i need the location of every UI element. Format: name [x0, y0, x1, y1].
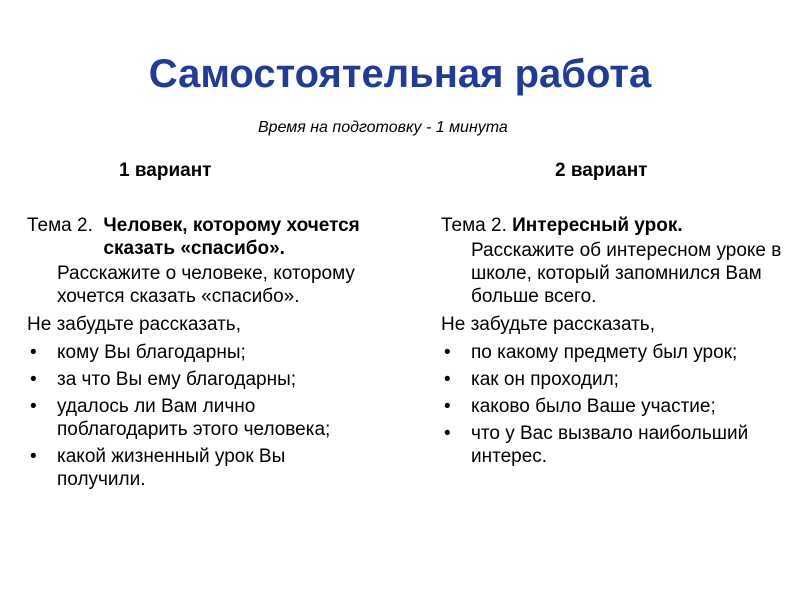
- prep-time-note: Время на подготовку - 1 минута: [258, 119, 508, 136]
- list-item: • кому Вы благодарны;: [27, 341, 367, 364]
- variant-1-column: [27, 214, 367, 495]
- remember-label: Не забудьте рассказать,: [441, 314, 655, 335]
- variant-1-list: [27, 341, 367, 491]
- list-item: • что у Вас вызвало наибольший интерес.: [441, 422, 786, 468]
- list-item: • как он проходил;: [441, 368, 786, 391]
- topic-description: Расскажите об интересном уроке в школе, который запомнился Вам больше всего.: [471, 240, 782, 307]
- page-title: Самостоятельная работа: [148, 52, 652, 96]
- list-item: • за что Вы ему благодарны;: [27, 368, 367, 391]
- topic-prefix: Тема 2.: [27, 215, 104, 236]
- remember-label: Не забудьте рассказать,: [27, 314, 241, 335]
- list-item: • каково было Ваше участие;: [441, 395, 786, 418]
- variant-2-list: [441, 341, 786, 468]
- variant-2-column: [441, 214, 786, 472]
- topic-prefix: Тема 2.: [441, 215, 513, 236]
- list-item: • по какому предмету был урок;: [441, 341, 786, 364]
- topic-description: Расскажите о человеке, которому хочется сказать «спасибо».: [57, 263, 355, 307]
- list-item: • какой жизненный урок Вы получили.: [27, 445, 367, 491]
- variant-1-topic: [27, 214, 367, 260]
- variant-1-heading: 1 вариант: [119, 160, 212, 181]
- variant-2-heading: 2 вариант: [555, 160, 648, 181]
- variant-2-topic: [441, 214, 786, 237]
- topic-name: Человек, которому хочется сказать «спасибо».: [103, 215, 360, 259]
- topic-name: Интересный урок.: [512, 215, 683, 236]
- list-item: • удалось ли Вам лично поблагодарить этого человека;: [27, 395, 367, 441]
